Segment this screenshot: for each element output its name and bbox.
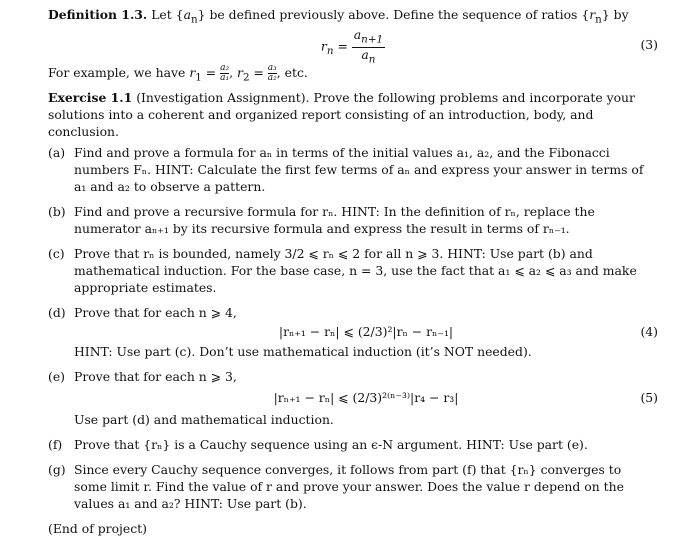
r-n-subscript: n: [595, 13, 602, 26]
equation-3: [48, 28, 658, 64]
item-e-hint: Use part (d) and mathematical induction.: [74, 411, 334, 427]
exercise-title: (Investigation Assignment).: [136, 89, 310, 105]
equation-3-body: $r_n$ = $\frac{a_{n+1}}{a_n}$: [320, 27, 384, 66]
item-d-hint: HINT: Use part (c). Don’t use mathematical induction (it’s NOT needed).: [74, 343, 532, 359]
eq3-lhs-sub: n: [326, 45, 334, 58]
example-r1-sub: 1: [195, 71, 202, 84]
item-e-text: Prove that for each n ⩾ 3,: [74, 368, 237, 384]
example-r1: r: [189, 65, 196, 81]
example-line: For example, we have $r_1$ = $\frac{\text{a₂}}{\text{a₁}}$ , $r_2$ = $\frac{\text{a₃}}{\text{a₂}}$ , etc.: [48, 63, 308, 84]
equation-5: [74, 385, 658, 411]
item-g-text: Since every Cauchy sequence converges, it follows from part (f) that {rₙ} converges to some limit r. Find the value of r and prove your answer. Does the value r depend on the values a₁ and a₂? HINT: Use part (b).: [74, 461, 624, 511]
eq3-numerator: a: [353, 27, 362, 43]
item-c-text: Prove that rₙ is bounded, namely 3/2 ⩽ rₙ ⩽ 2 for all n ⩾ 3. HINT: Use part (b) and mathematical induction. For the base case, n = 3, use the fact that a₁ ⩽ a₂ ⩽ a₃ and make appropriate estimates.: [74, 245, 637, 295]
item-a-text: Find and prove a formula for aₙ in terms of the initial values a₁, a₂, and the Fibonacci numbers Fₙ. HINT: Calculate the first few terms of aₙ and express your answer in terms of a₁ and a₂ to observe a pattern.: [74, 144, 644, 194]
equation-4: [74, 321, 658, 343]
item-e: [48, 368, 658, 428]
item-g: [48, 461, 658, 512]
equation-3-number: (3): [640, 37, 658, 53]
item-b-text: Find and prove a recursive formula for rₙ. HINT: In the definition of rₙ, replace the numerator aₙ₊₁ by its recursive formula and express the result in terms of rₙ₋₁.: [74, 203, 595, 236]
eq3-denominator: a: [361, 46, 369, 62]
example-etc: , etc.: [276, 65, 308, 81]
example-text: For example, we have: [48, 65, 186, 81]
item-c-label: (c): [48, 245, 65, 261]
exercise-text: Prove the following problems and incorporate your solutions into a coherent and organized report consisting of an introduction, body, and conclusion.: [48, 89, 635, 139]
exercise-label: Exercise 1.1: [48, 89, 133, 105]
item-g-label: (g): [48, 461, 66, 477]
item-f: [48, 436, 658, 453]
example-r2: r: [237, 65, 243, 81]
equation-4-number: (4): [640, 323, 658, 339]
item-d: [48, 304, 658, 360]
a-n-subscript: n: [190, 13, 198, 26]
example-r2-sub: 2: [242, 71, 250, 84]
item-f-label: (f): [48, 436, 63, 452]
equation-4-body: |rₙ₊₁ − rₙ| ⩽ (2/3)²|rₙ − rₙ₋₁|: [278, 323, 454, 339]
a-n-symbol: a: [183, 7, 191, 22]
item-f-text: Prove that {rₙ} is a Cauchy sequence using an ϵ-N argument. HINT: Use part (e).: [74, 436, 588, 452]
item-d-label: (d): [48, 304, 66, 320]
eq3-denominator-sub: n: [368, 53, 376, 66]
definition-label: Definition 1.3.: [48, 7, 148, 22]
item-a: [48, 144, 658, 195]
eq3-lhs: r: [320, 38, 327, 54]
definition-paragraph: [48, 6, 658, 28]
item-b-label: (b): [48, 203, 66, 219]
end-of-project: (End of project): [48, 520, 147, 536]
item-d-text: Prove that for each n ⩾ 4,: [74, 304, 237, 320]
item-a-label: (a): [48, 144, 66, 160]
example-fraction-1: $\frac{\text{a₂}}{\text{a₁}}$: [220, 63, 230, 84]
item-b: [48, 203, 658, 237]
r-n-symbol: r: [589, 7, 596, 22]
equation-5-body: |rₙ₊₁ − rₙ| ⩽ (2/3)²⁽ⁿ⁻³⁾|r₄ − r₃|: [273, 389, 459, 405]
eq3-fraction: [352, 28, 385, 66]
definition-text-a: Let {: [151, 7, 184, 22]
definition-text-b: } be defined previously above. Define the sequence of ratios {: [197, 7, 590, 22]
exercise-paragraph: [48, 89, 658, 140]
eq3-numerator-sub: n+1: [361, 33, 384, 46]
item-e-label: (e): [48, 368, 66, 384]
item-c: [48, 245, 658, 296]
example-fraction-2: $\frac{\text{a₃}}{\text{a₂}}$: [267, 63, 277, 84]
definition-text-c: } by: [601, 7, 629, 22]
equation-5-number: (5): [640, 389, 658, 405]
